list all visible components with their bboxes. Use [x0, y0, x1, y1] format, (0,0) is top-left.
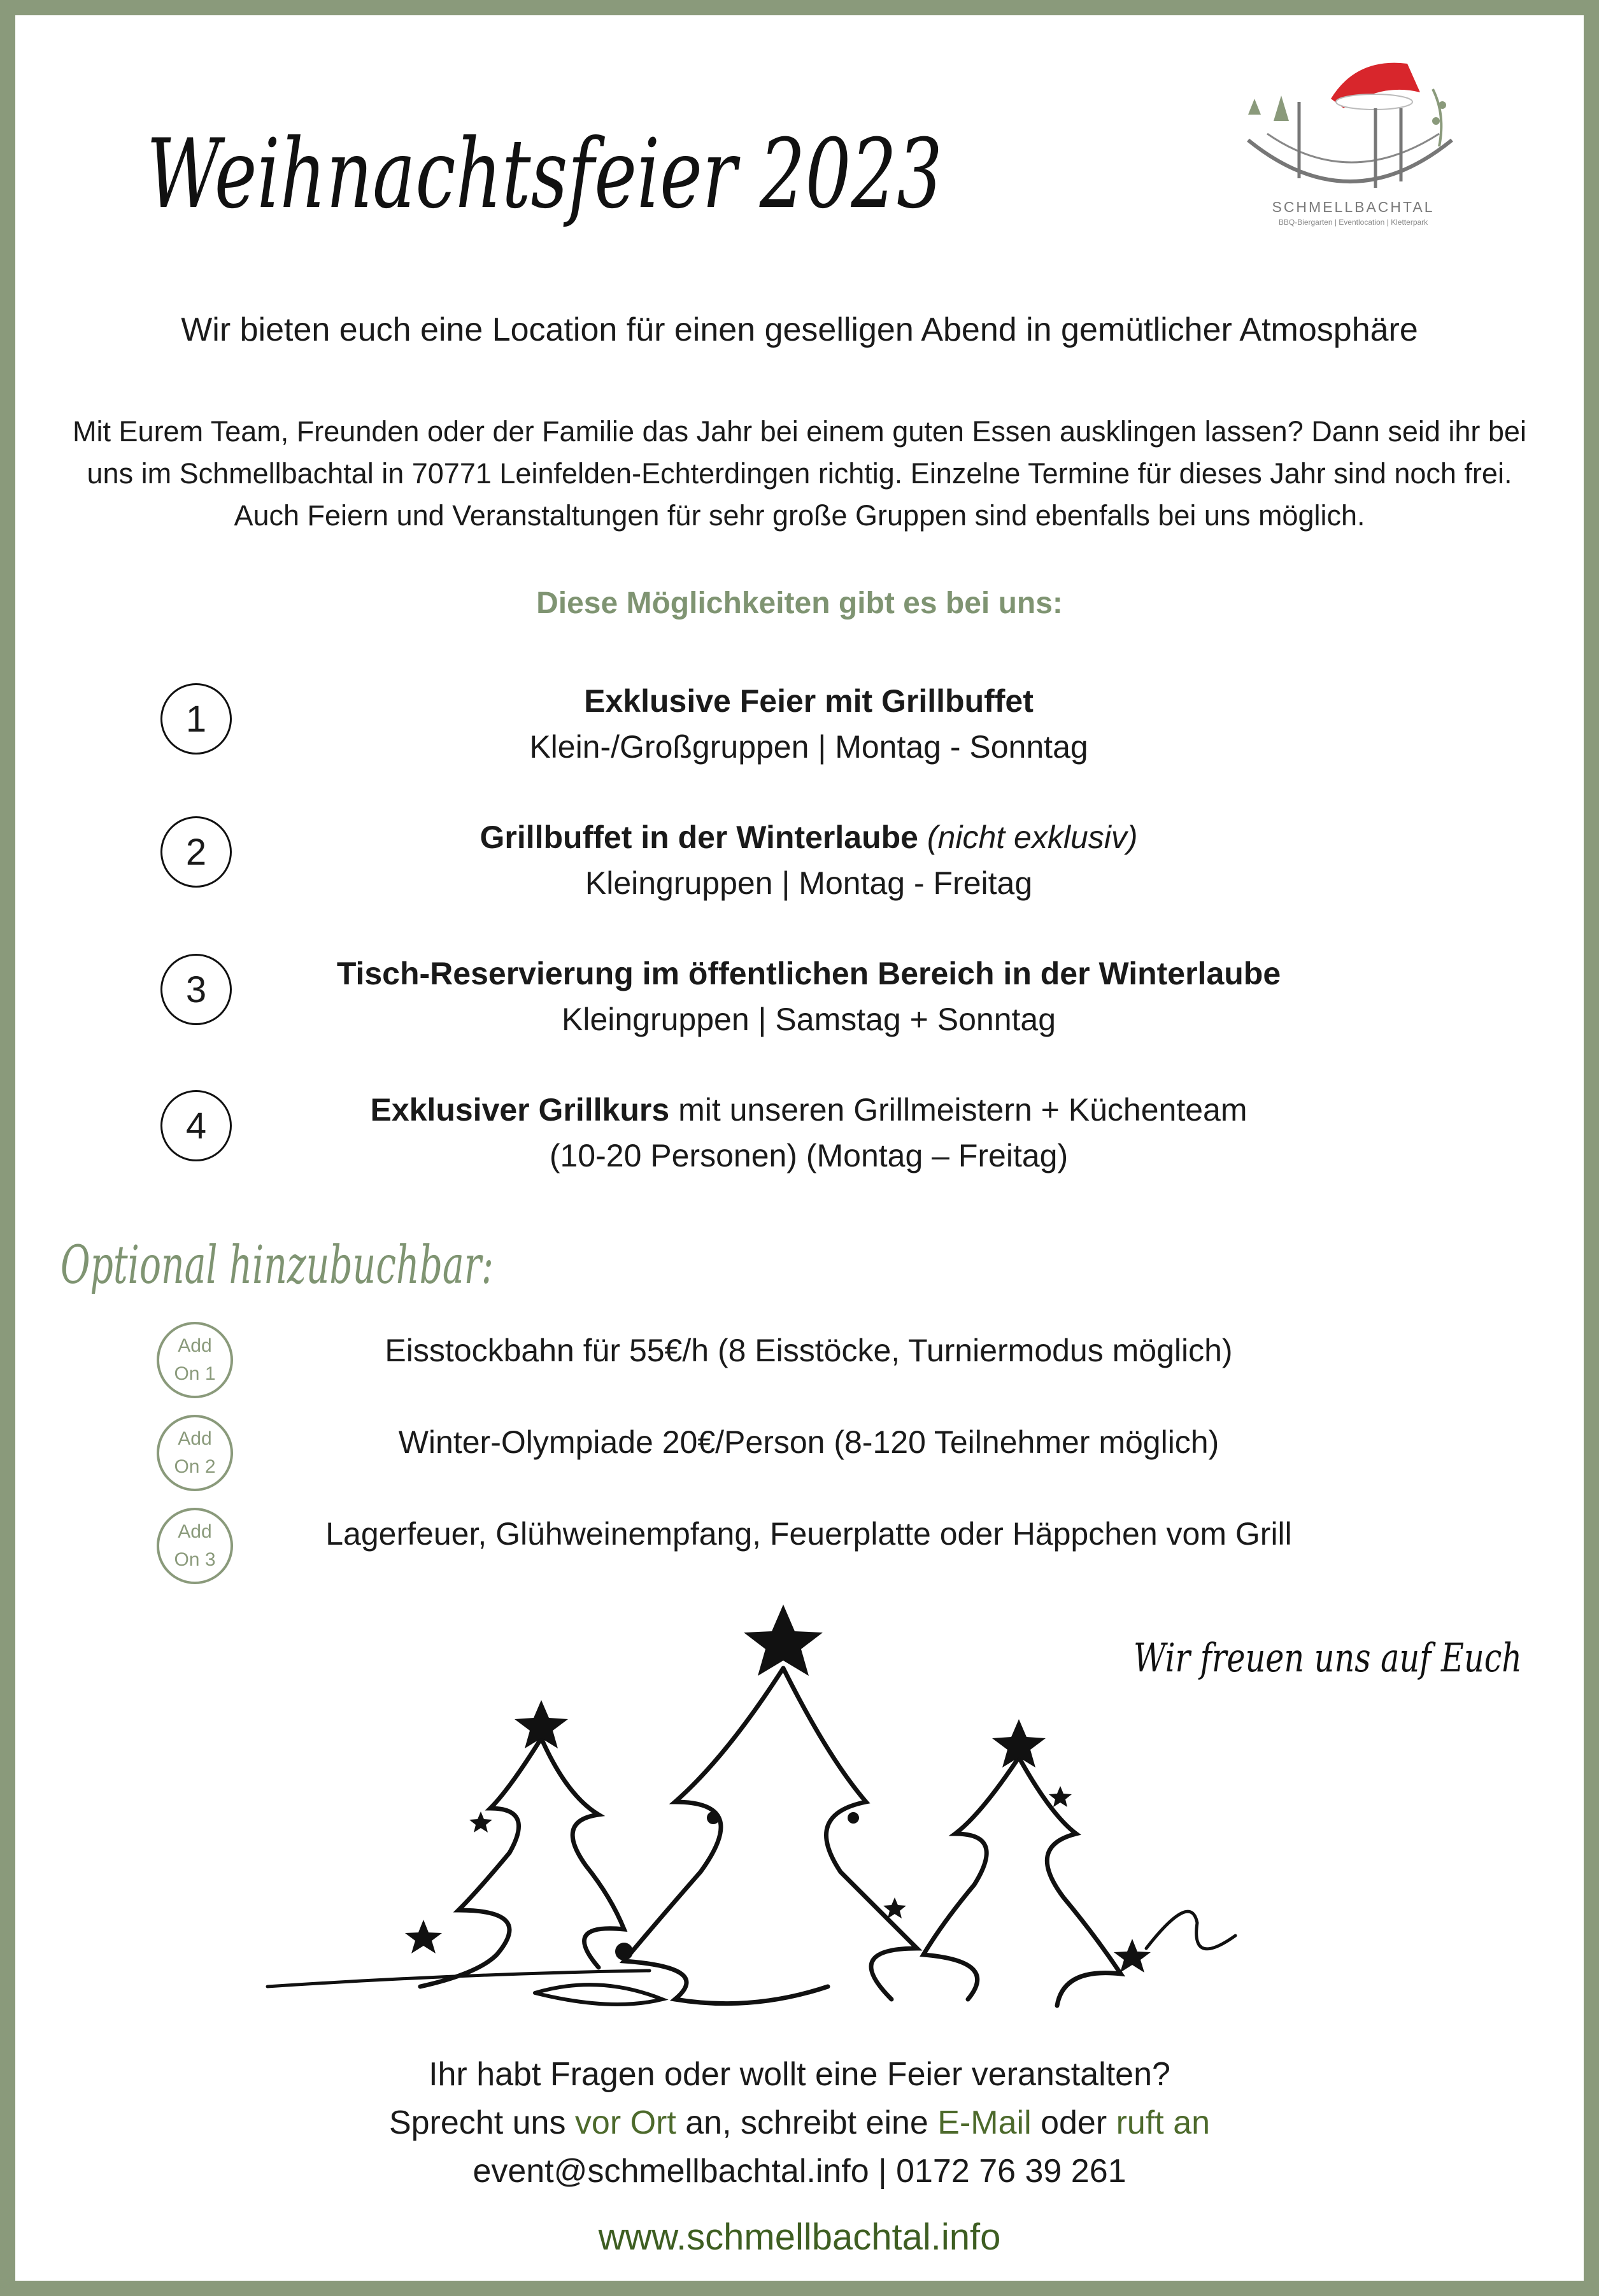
addon-badge-label: Add: [178, 1428, 212, 1449]
option-number-3: 3: [160, 954, 232, 1025]
page-title-text: Weihnachtsfeier 2023: [146, 119, 942, 230]
option-number-2: 2: [160, 816, 232, 888]
addon-2-text: Winter-Olympiade 20€/Person (8-120 Teilnehmer möglich): [398, 1424, 1219, 1460]
option-3: [166, 951, 1452, 1042]
option-4: [166, 1087, 1452, 1179]
contact-question: Ihr habt Fragen oder wollt eine Feier veranstalten?: [429, 2056, 1170, 2093]
tree-middle: [624, 1668, 828, 2004]
contact-in-person-link[interactable]: vor Ort: [574, 2104, 676, 2141]
option-details: Kleingruppen | Samstag + Sonntag: [561, 1002, 1056, 1037]
addon-3-text: Lagerfeuer, Glühweinempfang, Feuerplatte oder Häppchen vom Grill: [325, 1516, 1292, 1552]
star-icon: [405, 1920, 442, 1953]
option-details: Klein-/Großgruppen | Montag - Sonntag: [529, 729, 1088, 765]
option-rest: mit unseren Grillmeistern + Küchenteam: [678, 1092, 1247, 1128]
optional-heading-text: Optional hinzubuchbar:: [60, 1235, 494, 1296]
contact-text: an, schreibt eine: [676, 2104, 938, 2141]
options-heading: Diese Möglichkeiten gibt es bei uns:: [536, 586, 1063, 620]
option-number-1: 1: [160, 683, 232, 755]
option-number-4: 4: [160, 1090, 232, 1161]
contact-block: [51, 2050, 1548, 2195]
addon-badge-1: [157, 1322, 233, 1398]
option-note: (nicht exklusiv): [927, 819, 1138, 855]
contact-email-link[interactable]: E-Mail: [937, 2104, 1032, 2141]
christmas-trees-illustration: [267, 1592, 1312, 2050]
tree-icon: [1248, 96, 1289, 121]
addon-badge-label: On 3: [174, 1549, 216, 1570]
addon-1-text: Eisstockbahn für 55€/h (8 Eisstöcke, Turniermodus möglich): [385, 1333, 1233, 1368]
option-title: Grillbuffet in der Winterlaube: [480, 819, 918, 855]
addon-badge-label: On 2: [174, 1456, 216, 1477]
optional-heading: [60, 1229, 519, 1305]
option-2: [166, 814, 1452, 906]
tree-right: [923, 1757, 1019, 1999]
star-icon: [1049, 1786, 1072, 1807]
addon-badge-label: On 1: [174, 1363, 216, 1384]
contact-invitation: [51, 2099, 1548, 2147]
contact-details[interactable]: event@schmellbachtal.info | 0172 76 39 261: [473, 2153, 1126, 2190]
option-title: Tisch-Reservierung im öffentlichen Bereich in der Winterlaube: [336, 956, 1281, 991]
star-icon: [469, 1811, 492, 1832]
option-title: Exklusive Feier mit Grillbuffet: [584, 683, 1034, 719]
option-details: Kleingruppen | Montag - Freitag: [585, 865, 1033, 901]
addon-badge-label: Add: [178, 1335, 212, 1356]
tagline-text: Wir freuen uns auf Euch: [1134, 1634, 1522, 1681]
logo-subtitle: BBQ-Biergarten | Eventlocation | Kletterpark: [1278, 218, 1428, 227]
star-icon: [744, 1605, 823, 1676]
option-title: Exklusiver Grillkurs: [370, 1092, 670, 1128]
addon-badge-3: [157, 1508, 233, 1584]
tree-left: [420, 1738, 541, 1987]
lead-text: Wir bieten euch eine Location für einen geselligen Abend in gemütlicher Atmosphäre: [181, 311, 1418, 348]
website-link[interactable]: www.schmellbachtal.info: [598, 2216, 1001, 2258]
addon-badge-2: [157, 1415, 233, 1491]
logo-name: SCHMELLBACHTAL: [1272, 199, 1435, 215]
star-icon: [1114, 1939, 1151, 1973]
contact-phone-link[interactable]: ruft an: [1116, 2104, 1211, 2141]
contact-text: Sprecht uns: [388, 2104, 575, 2141]
addon-badge-label: Add: [178, 1521, 212, 1542]
option-details: (10-20 Personen) (Montag – Freitag): [549, 1138, 1069, 1173]
intro-paragraph: Mit Eurem Team, Freunden oder der Familie das Jahr bei einem guten Essen ausklingen lassen? Dann seid ihr bei uns im Schmellbachtal in 70771 Leinfelden-Echterdingen richtig. Einzelne Termine für dieses Jahr sind noch frei. Auch Feiern und Veranstaltungen für sehr große Gruppen sind ebenfalls bei uns möglich.: [73, 415, 1526, 532]
contact-text: oder: [1031, 2104, 1116, 2141]
page-title: [146, 96, 1006, 261]
option-1: [166, 678, 1452, 770]
